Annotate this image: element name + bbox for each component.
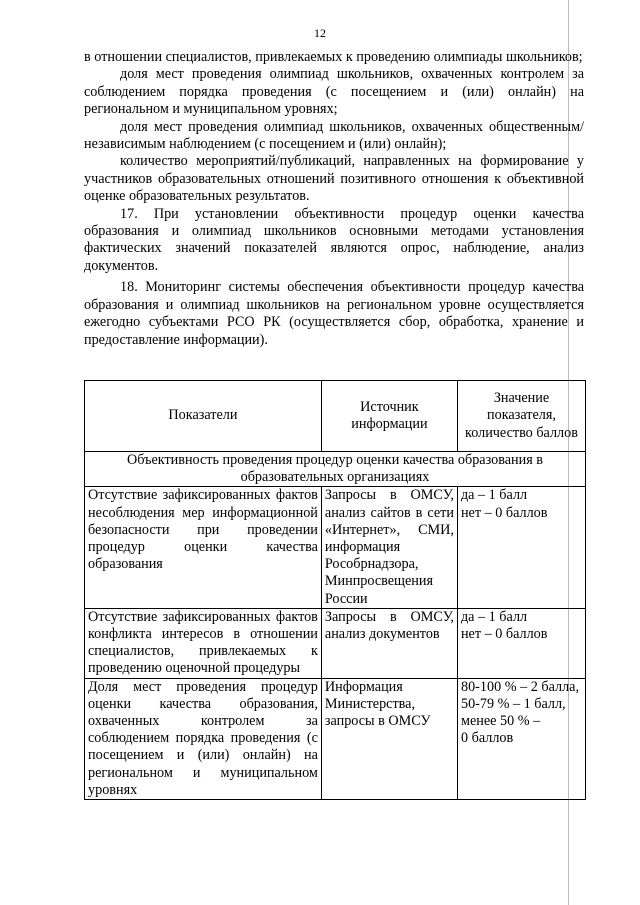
header-source: Источник информации [321,381,457,452]
value-cell [457,608,585,678]
table-section-row [85,452,586,487]
table-row [85,608,586,678]
value-cell [457,487,585,608]
paragraph: доля мест проведения олимпиад школьников, охваченных контролем за соблюдением порядка проведения (с посещением и (или) онлайн) на региональном и муниципальном уровнях; [84,66,584,118]
indicator-cell: Отсутствие зафиксированных фактов конфликта интересов в отношении специалистов, привлекаемых к проведению оценочной процедуры [85,608,322,678]
source-cell: Запросы в ОМСУ, анализ документов [321,608,457,678]
value-line: 80-100 % – 2 балла, [460,678,579,695]
body-text [84,49,584,349]
value-line: 0 баллов [460,730,514,747]
value-line: нет – 0 баллов [460,626,548,643]
table-row [85,678,586,799]
source-cell: Информация Министерства, запросы в ОМСУ [321,678,457,799]
table-row [85,487,586,608]
indicator-cell: Отсутствие зафиксированных фактов несоблюдения мер информационной безопасности при проведении процедур оценки качества образования [85,487,322,608]
value-line: менее 50 % – [460,713,541,730]
source-cell: Запросы в ОМСУ, анализ сайтов в сети «Интернет», СМИ, информация Рособрнадзора, Минпросвещения России [321,487,457,608]
page-number: 12 [314,26,326,40]
value-line: нет – 0 баллов [460,504,548,521]
table-header-row [85,381,586,452]
section-title: Объективность проведения процедур оценки качества образования в образовательных организациях [85,452,586,487]
value-line: да – 1 балл [460,608,528,625]
value-cell [457,678,585,799]
paragraph-18: 18. Мониторинг системы обеспечения объективности процедур качества образования и олимпиад школьников на региональном уровне осуществляется ежегодно субъектами РСО РК (осуществляется сбор, обработка, хранение и предоставление информации). [84,279,584,348]
paragraph: в отношении специалистов, привлекаемых к проведению олимпиады школьников; [84,49,583,65]
header-indicators: Показатели [85,381,322,452]
paragraph: количество мероприятий/публикаций, направленных на формирование у участников образовательных отношений позитивного отношения к объективной оценке образовательных результатов. [84,153,584,205]
header-value: Значение показателя, количество баллов [457,381,585,452]
paragraph-17: 17. При установлении объективности процедур оценки качества образования и олимпиад школьников основными методами установления фактических значений показателей являются опрос, наблюдение, анализ документов. [84,205,584,274]
indicators-table [84,380,586,800]
indicator-cell: Доля мест проведения процедур оценки качества образования, охваченных контролем за соблюдением порядка проведения (с посещением и (или) онлайн) на региональном и муниципальном уровнях [85,678,322,799]
value-line: 50-79 % – 1 балл, [460,695,566,712]
value-line: да – 1 балл [460,487,528,504]
paragraph: доля мест проведения олимпиад школьников, охваченных общественным/независимым наблюдением (с посещением и (или) онлайн); [84,118,584,153]
